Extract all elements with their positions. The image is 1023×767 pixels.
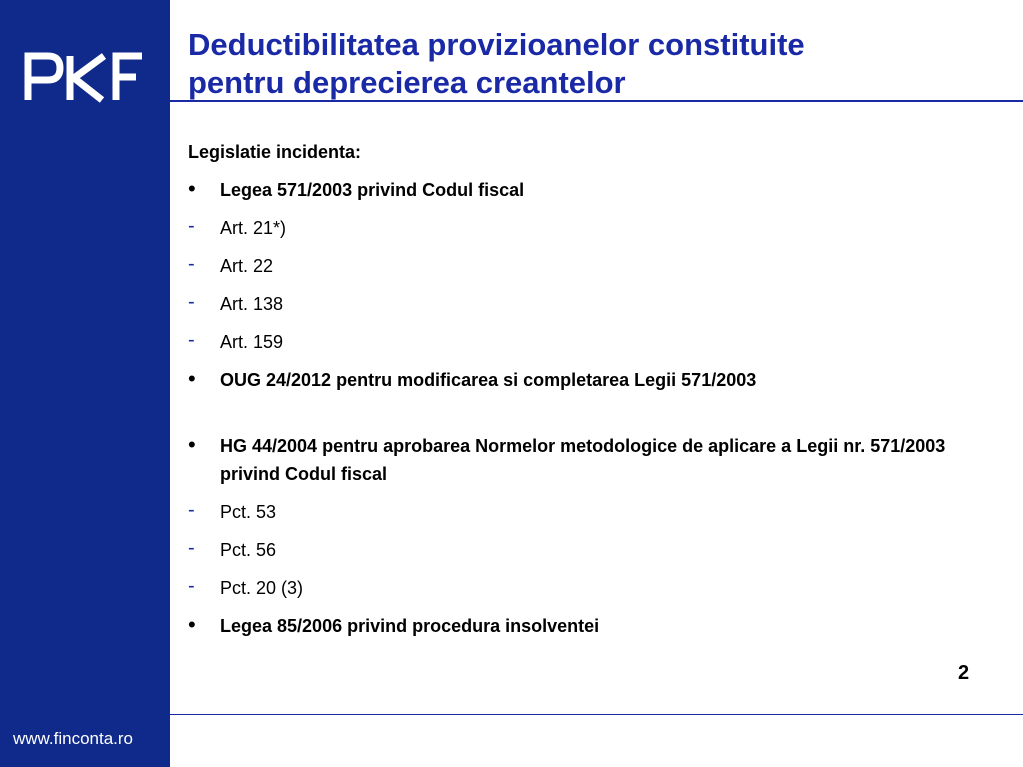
list-item bbox=[188, 574, 988, 602]
title-line-2: pentru deprecierea creantelor bbox=[188, 65, 626, 100]
title-line-1: Deductibilitatea provizioanelor constituite bbox=[188, 27, 805, 62]
list-item bbox=[188, 498, 988, 526]
list-item bbox=[188, 612, 988, 640]
list-item-text: Pct. 20 (3) bbox=[220, 578, 304, 598]
slide-title bbox=[188, 26, 1008, 102]
list-item-text: Art. 138 bbox=[220, 294, 284, 314]
bullet-icon: • bbox=[188, 432, 196, 457]
list-item-text: HG 44/2004 pentru aprobarea Normelor metodologice de aplicare a Legii nr. 571/2003 privind Codul fiscal bbox=[220, 436, 946, 484]
list-item bbox=[188, 290, 988, 318]
list-item-text: Pct. 56 bbox=[220, 540, 277, 560]
list-item bbox=[188, 214, 988, 242]
list-item bbox=[188, 176, 988, 204]
dash-icon: - bbox=[188, 537, 195, 559]
list-item-text: Art. 21*) bbox=[220, 218, 287, 238]
bullet-icon: • bbox=[188, 612, 196, 637]
list-item-text: Pct. 53 bbox=[220, 502, 277, 522]
dash-icon: - bbox=[188, 499, 195, 521]
list-item-text: Legea 571/2003 privind Codul fiscal bbox=[220, 180, 525, 200]
pkf-logo bbox=[22, 48, 146, 106]
list-item bbox=[188, 366, 988, 394]
dash-icon: - bbox=[188, 253, 195, 275]
footer-url[interactable]: www.finconta.ro bbox=[13, 729, 133, 748]
legislation-heading: Legislatie incidenta: bbox=[188, 142, 362, 162]
dash-icon: - bbox=[188, 329, 195, 351]
list-item-text: Legea 85/2006 privind procedura insolventei bbox=[220, 616, 600, 636]
sidebar bbox=[0, 0, 170, 767]
list-item-text: Art. 159 bbox=[220, 332, 284, 352]
slide-content bbox=[188, 138, 988, 650]
title-divider bbox=[170, 100, 1023, 102]
list-item-text: Art. 22 bbox=[220, 256, 274, 276]
page-number: 2 bbox=[958, 662, 970, 684]
dash-icon: - bbox=[188, 575, 195, 597]
list-item bbox=[188, 252, 988, 280]
footer-divider bbox=[170, 714, 1023, 715]
list-item bbox=[188, 328, 988, 356]
bullet-icon: • bbox=[188, 176, 196, 201]
list-item bbox=[188, 432, 988, 488]
bullet-icon: • bbox=[188, 366, 196, 391]
list-item bbox=[188, 536, 988, 564]
dash-icon: - bbox=[188, 215, 195, 237]
dash-icon: - bbox=[188, 291, 195, 313]
list-item-text: OUG 24/2012 pentru modificarea si completarea Legii 571/2003 bbox=[220, 370, 757, 390]
